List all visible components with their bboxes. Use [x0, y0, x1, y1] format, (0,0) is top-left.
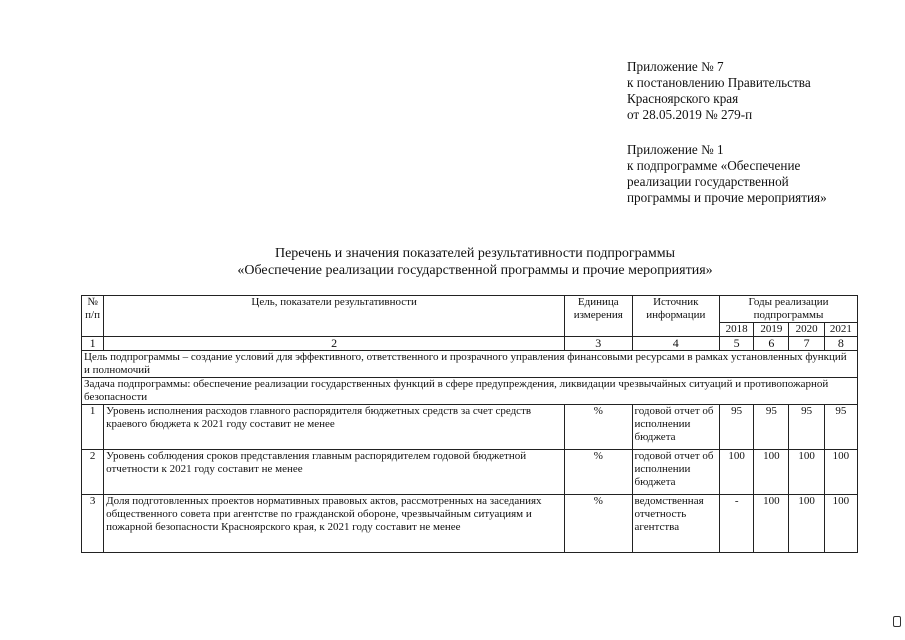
row-value: 100 [789, 450, 824, 495]
annex-header-main [627, 59, 811, 123]
annex-main-line: Красноярского края [627, 91, 739, 106]
row-value: 100 [754, 450, 789, 495]
subprogram-goal: Цель подпрограммы – создание условий для эффективного, ответственного и прозрачного управления финансовыми ресурсами в рамках установленных функций и полномочий [82, 351, 858, 378]
annex-main-line: от 28.05.2019 № 279-п [627, 107, 753, 122]
header-year: 2019 [754, 323, 789, 337]
row-source: годовой отчет об исполнении бюджета [632, 405, 720, 450]
row-value: 100 [824, 495, 857, 553]
header-year: 2020 [789, 323, 824, 337]
row-number: 2 [82, 450, 104, 495]
annex-sub-line: реализации государственной [627, 174, 789, 189]
indicators-table [81, 295, 858, 553]
row-unit: % [565, 450, 632, 495]
col-index: 8 [824, 337, 857, 351]
col-index: 6 [754, 337, 789, 351]
subprogram-task: Задача подпрограммы: обеспечение реализации государственных функций в сфере предупреждения, ликвидации чрезвычайных ситуаций и противопожарной безопасности [82, 378, 858, 405]
header-year: 2018 [720, 323, 754, 337]
header-row [82, 296, 858, 323]
title-line-2: «Обеспечение реализации государственной программы и прочие мероприятия» [237, 263, 713, 278]
row-value: 95 [789, 405, 824, 450]
annex-header-sub [627, 142, 827, 206]
col-index: 3 [565, 337, 632, 351]
row-number: 3 [82, 495, 104, 553]
goal-row [82, 351, 858, 378]
row-unit: % [565, 405, 632, 450]
row-source: годовой отчет об исполнении бюджета [632, 450, 720, 495]
col-index: 4 [632, 337, 720, 351]
annex-sub-line: к подпрограмме «Обеспечение [627, 158, 801, 173]
col-index: 2 [104, 337, 565, 351]
table-row [82, 495, 858, 553]
header-num: № п/п [82, 296, 104, 337]
annex-sub-line: программы и прочие мероприятия» [627, 190, 827, 205]
table-row [82, 405, 858, 450]
row-value: 100 [754, 495, 789, 553]
task-row [82, 378, 858, 405]
table-row [82, 450, 858, 495]
row-value: 95 [824, 405, 857, 450]
row-source: ведомственная отчетность агентства [632, 495, 720, 553]
col-index: 1 [82, 337, 104, 351]
header-goal: Цель, показатели результативности [104, 296, 565, 337]
row-number: 1 [82, 405, 104, 450]
annex-main-line: Приложение № 7 [627, 59, 724, 74]
row-unit: % [565, 495, 632, 553]
document-title [80, 245, 870, 279]
annex-main-line: к постановлению Правительства [627, 75, 811, 90]
row-indicator: Уровень соблюдения сроков представления главным распорядителем годовой бюджетной отчетности к 2021 году составит не менее [104, 450, 565, 495]
annex-sub-line: Приложение № 1 [627, 142, 724, 157]
row-value: 100 [720, 450, 754, 495]
column-index-row [82, 337, 858, 351]
row-value: 95 [754, 405, 789, 450]
row-value: 100 [824, 450, 857, 495]
row-value: 100 [789, 495, 824, 553]
scan-corner-mark [893, 616, 901, 627]
header-source: Источник информации [632, 296, 720, 337]
header-year: 2021 [824, 323, 857, 337]
row-indicator: Уровень исполнения расходов главного распорядителя бюджетных средств за счет средств краевого бюджета к 2021 году составит не менее [104, 405, 565, 450]
col-index: 7 [789, 337, 824, 351]
row-value: - [720, 495, 754, 553]
header-unit: Единица измерения [565, 296, 632, 337]
header-years: Годы реализации подпрограммы [720, 296, 858, 323]
title-line-1: Перечень и значения показателей результативности подпрограммы [274, 246, 676, 261]
row-indicator: Доля подготовленных проектов нормативных правовых актов, рассмотренных на заседаниях общественного совета при агентстве по гражданской обороне, чрезвычайным ситуациям и пожарной безопасности Красноярского края, к 2021 году составит не менее [104, 495, 565, 553]
row-value: 95 [720, 405, 754, 450]
col-index: 5 [720, 337, 754, 351]
